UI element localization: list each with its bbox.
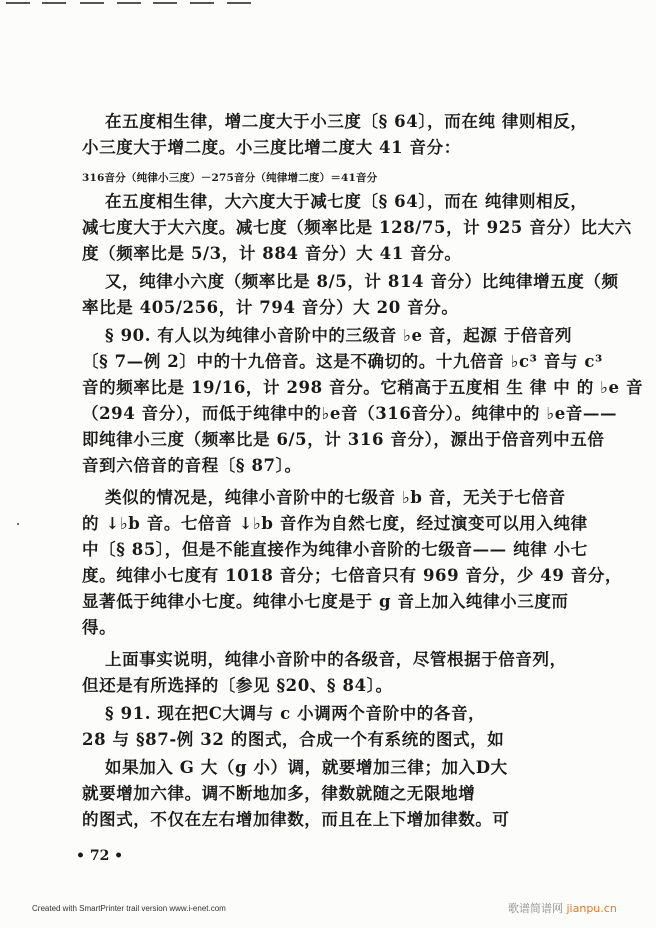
text-line: 即纯律小三度（频率比是 6/5，计 316 音分），源出于倍音列中五倍 bbox=[82, 430, 605, 449]
text-line: 小三度大于增二度。小三度比增二度大 41 音分： bbox=[82, 138, 461, 157]
text-line: § 91. 现在把C大调与 c 小调两个音阶中的各音， bbox=[105, 704, 486, 723]
scan-speck bbox=[17, 523, 19, 525]
text-line: 又，纯律小六度（频率比是 8/5，计 814 音分）比纯律增五度（频 bbox=[105, 272, 619, 291]
text-line: 在五度相生律，增二度大于小三度〔§ 64〕，而在纯 律则相反， bbox=[105, 112, 588, 131]
text-line: 音的频率比是 19/16，计 298 音分。它稍高于五度相 生 律 中 的 ♭e 音 bbox=[82, 378, 644, 397]
text-line: 率比是 405/256，计 794 音分）大 20 音分。 bbox=[82, 298, 459, 317]
text-line: 上面事实说明，纯律小音阶中的各级音，尽管根据于倍音列， bbox=[105, 650, 567, 669]
text-line: 显著低于纯律小七度。纯律小七度是于 g 音上加入纯律小三度而 bbox=[82, 592, 569, 611]
text-line: （294 音分），而低于纯律中的♭e音（316音分）。纯律中的 ♭e音—— bbox=[82, 404, 618, 423]
watermark-cn: 歌谱简谱网 bbox=[508, 902, 563, 915]
text-line: 类似的情况是，纯律小音阶中的七级音 ♭b 音，无关于七倍音 bbox=[105, 488, 566, 507]
text-line: 得。 bbox=[82, 618, 117, 637]
scan-mark bbox=[80, 2, 104, 4]
text-line: 度（频率比是 5/3，计 884 音分）大 41 音分。 bbox=[82, 244, 462, 263]
scan-mark bbox=[190, 2, 214, 4]
text-line: 316音分（纯律小三度）－275音分（纯律增二度）＝41音分 bbox=[82, 172, 378, 184]
page-number: • 72 • bbox=[76, 848, 124, 864]
text-line: 但还是有所选择的〔参见 §20、§ 84〕。 bbox=[82, 676, 393, 695]
text-line: 如果加入 G 大（g 小）调，就要增加三律；加入D大 bbox=[105, 758, 508, 777]
scan-mark bbox=[117, 2, 141, 4]
scan-mark bbox=[6, 2, 30, 4]
scan-top-marks bbox=[0, 2, 656, 8]
text-line: 度。纯律小七度有 1018 音分；七倍音只有 969 音分，少 49 音分， bbox=[82, 566, 623, 585]
text-line: 减七度大于大六度。减七度（频率比是 128/75，计 925 音分）比大六 bbox=[82, 218, 632, 237]
text-line: 就要增加六律。调不断地加多，律数就随之无限地增 bbox=[82, 784, 476, 803]
scan-mark bbox=[42, 2, 66, 4]
text-line: 28 与 §87-例 32 的图式，合成一个有系统的图式，如 bbox=[82, 730, 505, 749]
text-line: 的图式，不仅在左右增加律数，而且在上下增加律数。可 bbox=[82, 810, 510, 829]
text-line: 中〔§ 85〕，但是不能直接作为纯律小音阶的七级音—— 纯律 小七 bbox=[82, 540, 588, 559]
text-line: § 90. 有人以为纯律小音阶中的三级音 ♭e 音，起源 于倍音列 bbox=[105, 326, 573, 345]
text-line: 在五度相生律，大六度大于减七度〔§ 64〕，而在 纯律则相反， bbox=[105, 192, 588, 211]
text-line: 音到六倍音的音程〔§ 87〕。 bbox=[82, 456, 302, 475]
printer-credit: Created with SmartPrinter trail version www.i-enet.com bbox=[32, 904, 226, 913]
watermark bbox=[508, 900, 617, 916]
text-line: 的 ↓♭b 音。七倍音 ↓♭b 音作为自然七度，经过演变可以用入纯律 bbox=[82, 514, 588, 533]
scan-mark bbox=[153, 2, 177, 4]
scan-mark bbox=[227, 2, 251, 4]
watermark-site: jianpu.cn bbox=[566, 902, 617, 915]
text-line: 〔§ 7—例 2〕中的十九倍音。这是不确切的。十九倍音 ♭c³ 音与 c³ bbox=[82, 352, 603, 371]
